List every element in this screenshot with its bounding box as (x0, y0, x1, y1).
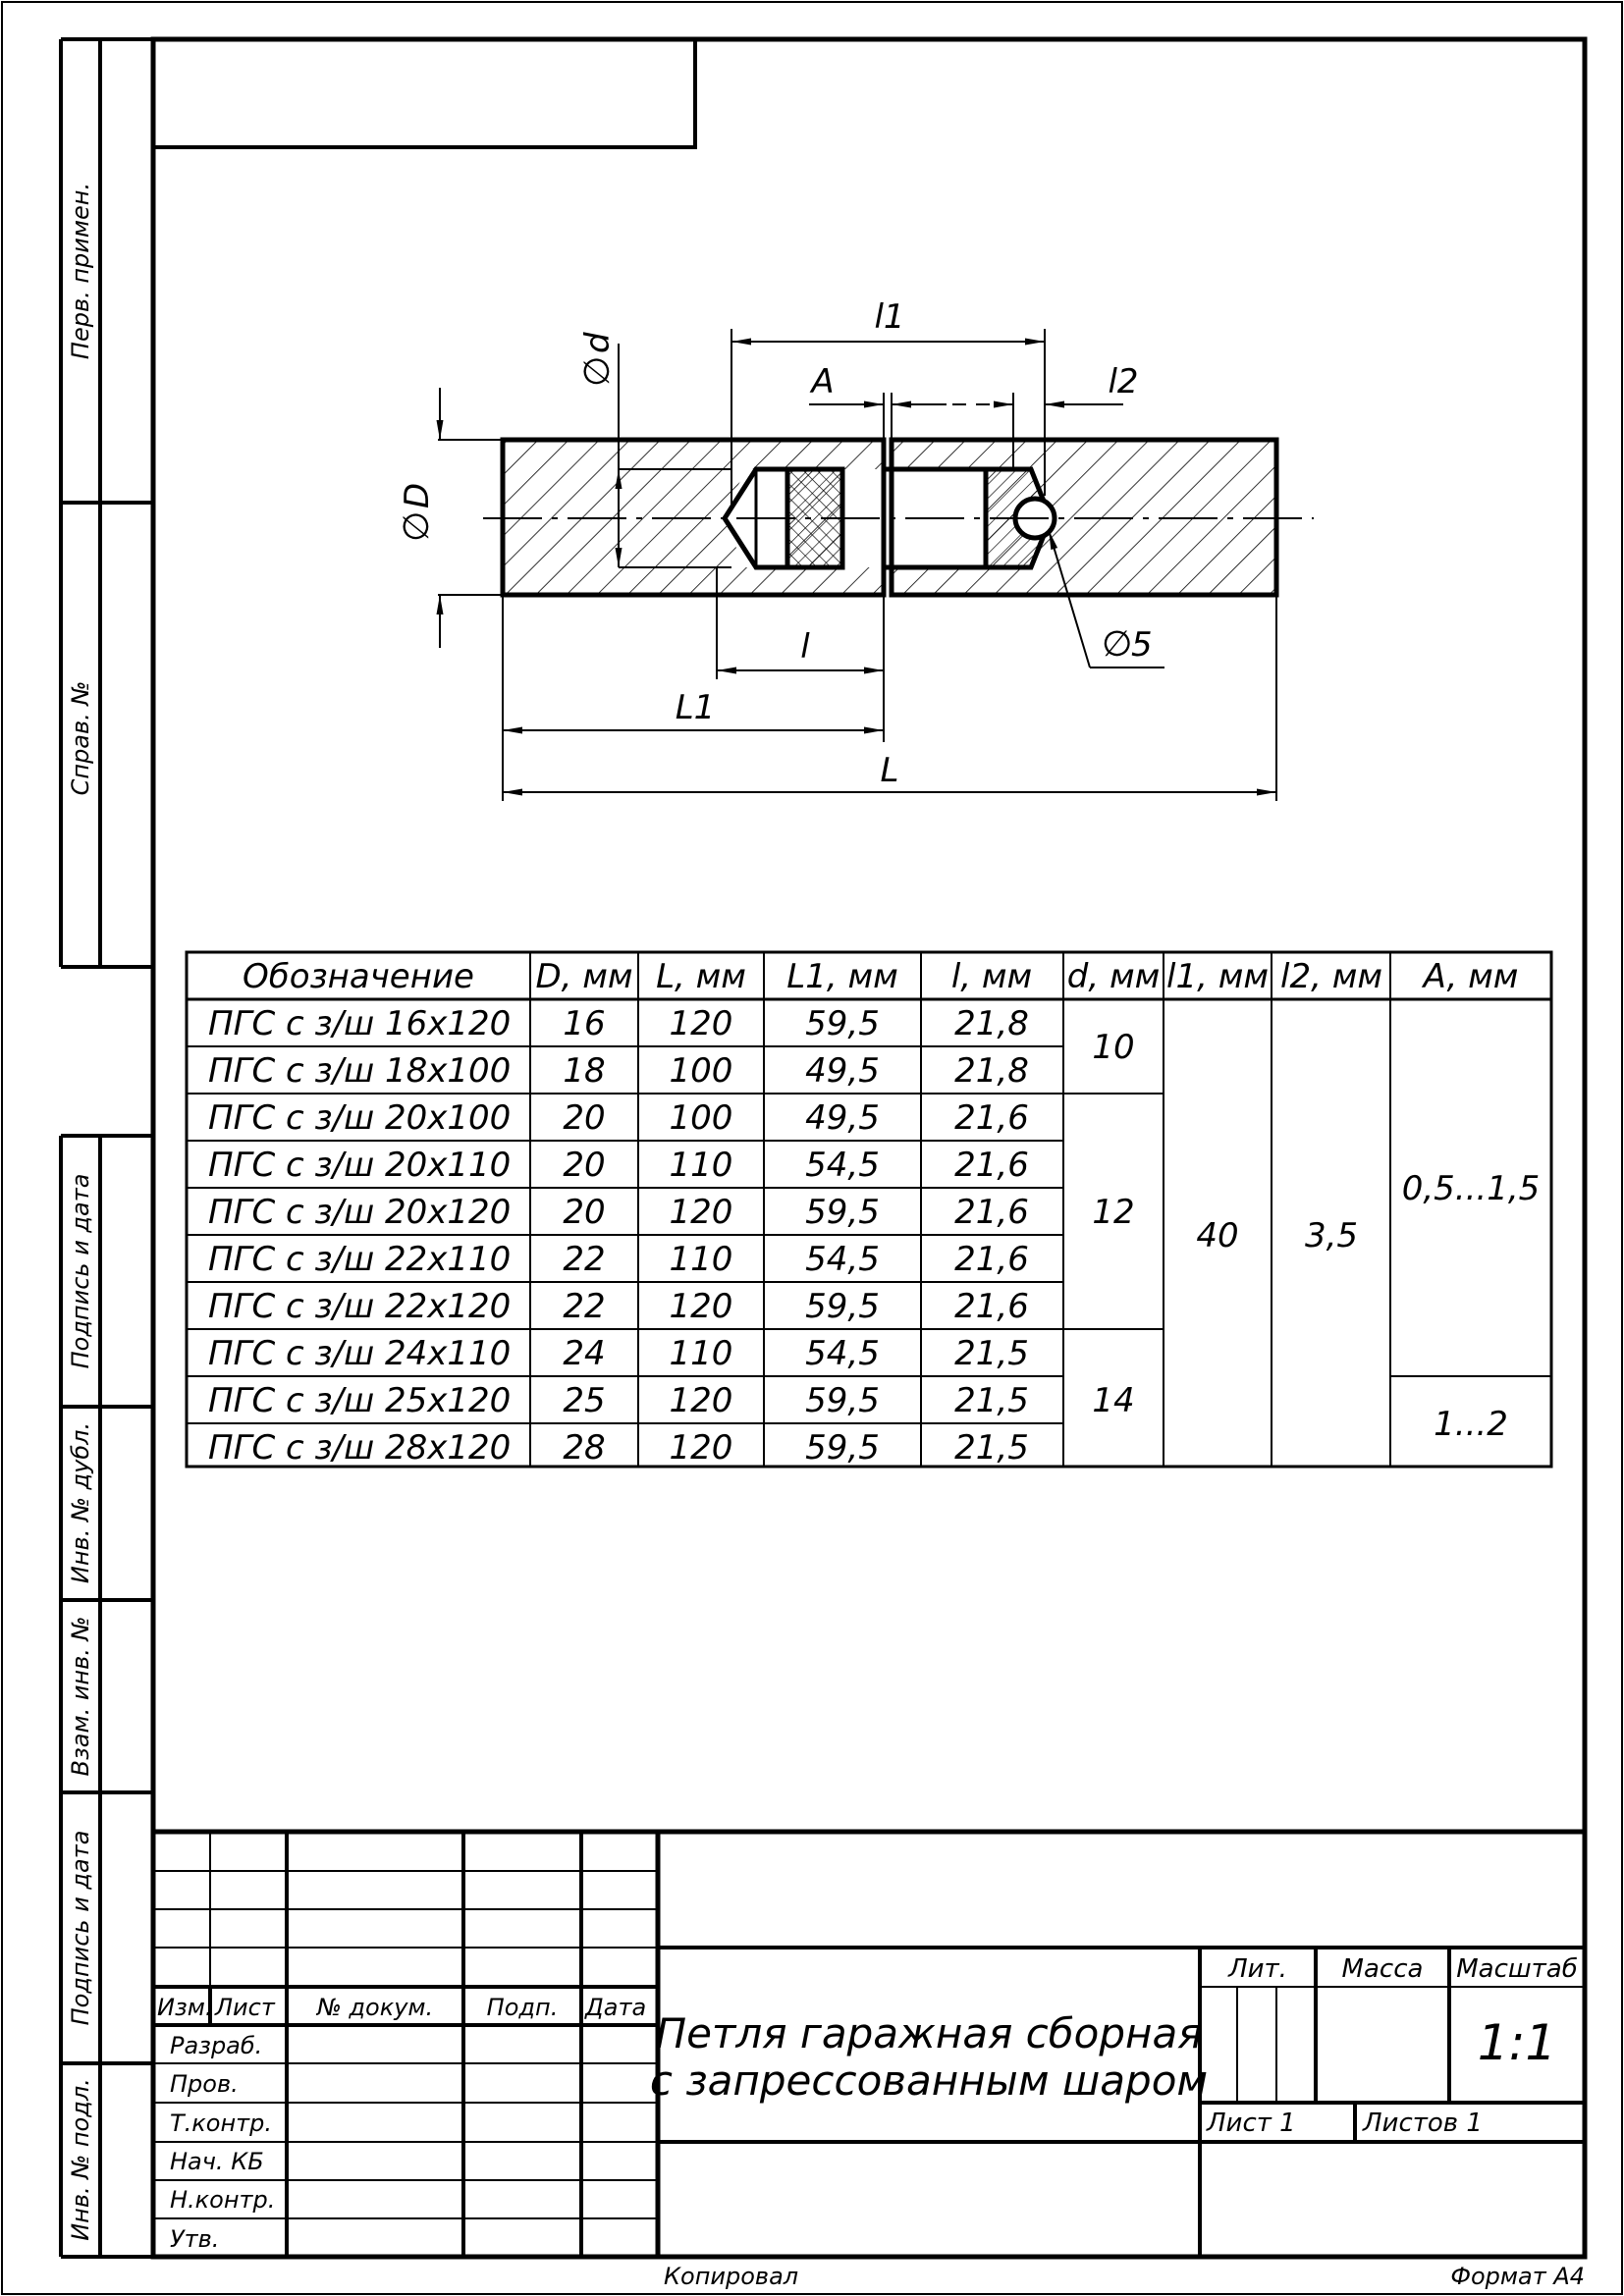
table-cell: 21,6 (954, 1098, 1029, 1138)
label-inv-dubl: Инв. № дубл. (67, 1421, 94, 1584)
table-cell: 59,5 (805, 1287, 880, 1326)
table-cell: 110 (669, 1334, 733, 1373)
label-sprav-no: Справ. № (67, 680, 94, 796)
tb-lit: Лит. (1228, 1954, 1287, 1984)
diameter-symbol-D: ∅ (397, 510, 437, 542)
table-cell: 110 (669, 1146, 733, 1185)
table-header-cell: Обозначение (243, 957, 474, 996)
tb-title-line2: с запрессованным шаром (649, 2056, 1209, 2105)
dim-label-ball: 5 (1131, 625, 1153, 665)
label-inv-podl: Инв. № подл. (67, 2078, 94, 2241)
tb-prov: Пров. (170, 2070, 239, 2098)
table-cell: 120 (669, 1193, 733, 1232)
table-cell: 59,5 (805, 1004, 880, 1043)
dim-label-l: l (800, 627, 810, 667)
label-vzam-inv: Взам. инв. № (67, 1616, 94, 1777)
table-cell: 21,5 (954, 1428, 1029, 1468)
dim-label-d: d (578, 332, 618, 353)
table-cell-d-group: 10 (1092, 1028, 1135, 1067)
dim-label-L1: L1 (675, 688, 716, 727)
table-cell: 25 (563, 1381, 606, 1420)
tb-utv: Утв. (170, 2225, 220, 2253)
dim-label-A: A (811, 362, 835, 401)
table-cell: 20 (563, 1146, 606, 1185)
table-cell-designation: ПГС с з/ш 24х110 (208, 1334, 512, 1373)
table-cell-designation: ПГС с з/ш 28х120 (208, 1428, 512, 1468)
table-cell: 21,6 (954, 1287, 1029, 1326)
table-cell-designation: ПГС с з/ш 20х100 (208, 1098, 512, 1138)
diameter-symbol-d: ∅ (577, 355, 618, 387)
tb-data: Дата (585, 1994, 647, 2021)
diameter-symbol-ball: ∅ (1102, 624, 1133, 665)
table-cell: 21,6 (954, 1193, 1029, 1232)
tb-nachkb: Нач. КБ (170, 2148, 264, 2175)
table-cell: 54,5 (805, 1240, 880, 1279)
label-podpis-data-2: Подпись и дата (67, 1830, 94, 2026)
table-cell: 21,8 (954, 1004, 1029, 1043)
table-header-cell: A, мм (1423, 957, 1519, 996)
table-cell-A-group: 0,5...1,5 (1401, 1169, 1541, 1208)
table-cell-designation: ПГС с з/ш 22х120 (208, 1287, 512, 1326)
table-cell-designation: ПГС с з/ш 25х120 (208, 1381, 512, 1420)
footer-kopiroval: Копировал (664, 2263, 799, 2290)
tb-massa: Масса (1341, 1954, 1424, 1984)
table-cell: 100 (669, 1098, 733, 1138)
tb-masshtab: Масштаб (1456, 1954, 1578, 1984)
table-header-cell: L, мм (656, 957, 746, 996)
table-cell: 18 (563, 1051, 606, 1091)
table-cell: 28 (563, 1428, 606, 1468)
table-cell-d-group: 12 (1092, 1193, 1135, 1232)
table-cell: 21,6 (954, 1240, 1029, 1279)
table-cell: 24 (563, 1334, 606, 1373)
table-header-cell: l2, мм (1280, 957, 1382, 996)
table-header-cell: l1, мм (1166, 957, 1269, 996)
dim-label-l2: l2 (1108, 362, 1139, 401)
table-cell: 49,5 (805, 1098, 880, 1138)
footer-format: Формат A4 (1450, 2263, 1585, 2290)
parameters-table (187, 952, 1551, 1468)
table-cell: 49,5 (805, 1051, 880, 1091)
tb-dokum: № докум. (316, 1994, 434, 2021)
dim-label-D: D (398, 482, 437, 508)
table-header-cell: l, мм (950, 957, 1033, 996)
tb-izm: Изм. (157, 1994, 213, 2021)
table-cell: 54,5 (805, 1146, 880, 1185)
table-cell-designation: ПГС с з/ш 20х110 (208, 1146, 512, 1185)
tb-sheet: Лист 1 (1207, 2109, 1296, 2138)
table-cell: 100 (669, 1051, 733, 1091)
table-cell: 120 (669, 1287, 733, 1326)
table-cell-d-group: 14 (1092, 1381, 1135, 1420)
table-cell: 22 (563, 1287, 606, 1326)
table-cell: 22 (563, 1240, 606, 1279)
tb-title-line1: Петля гаражная сборная (655, 2009, 1203, 2057)
table-cell: 59,5 (805, 1428, 880, 1468)
label-podpis-data-1: Подпись и дата (67, 1173, 94, 1369)
tb-scale: 1:1 (1477, 2014, 1557, 2071)
table-cell-designation: ПГС с з/ш 18х100 (208, 1051, 512, 1091)
table-cell: 59,5 (805, 1381, 880, 1420)
table-cell-l2: 3,5 (1304, 1216, 1359, 1255)
tb-razrab: Разраб. (170, 2032, 263, 2059)
table-header-cell: L1, мм (786, 957, 898, 996)
table-cell: 54,5 (805, 1334, 880, 1373)
tb-sheets: Листов 1 (1363, 2109, 1483, 2138)
tb-list: Лист (215, 1994, 275, 2021)
table-cell: 120 (669, 1428, 733, 1468)
table-cell: 110 (669, 1240, 733, 1279)
dim-label-l1: l1 (874, 297, 905, 337)
table-cell: 21,8 (954, 1051, 1029, 1091)
tb-tkontr: Т.контр. (170, 2109, 273, 2137)
label-perv-primen: Перв. примен. (67, 182, 94, 360)
table-cell: 20 (563, 1098, 606, 1138)
table-cell-designation: ПГС с з/ш 16х120 (208, 1004, 512, 1043)
table-cell-l1: 40 (1196, 1216, 1239, 1255)
tb-podp: Подп. (486, 1994, 559, 2021)
table-header-cell: D, мм (535, 957, 633, 996)
table-cell: 120 (669, 1004, 733, 1043)
table-cell: 21,6 (954, 1146, 1029, 1185)
table-cell: 21,5 (954, 1381, 1029, 1420)
table-cell: 21,5 (954, 1334, 1029, 1373)
table-cell-A-group: 1...2 (1434, 1405, 1508, 1444)
table-cell: 120 (669, 1381, 733, 1420)
footer (664, 2263, 1585, 2290)
table-header-cell: d, мм (1066, 957, 1161, 996)
dim-label-L: L (880, 751, 899, 790)
table-cell: 16 (563, 1004, 606, 1043)
table-cell: 20 (563, 1193, 606, 1232)
section-drawing (483, 440, 1314, 595)
table-cell-designation: ПГС с з/ш 22х110 (208, 1240, 512, 1279)
title-block (153, 1832, 1585, 2257)
tb-nkontr: Н.контр. (170, 2186, 276, 2214)
left-side-labels (67, 183, 94, 2241)
table-cell: 59,5 (805, 1193, 880, 1232)
table-cell-designation: ПГС с з/ш 20х120 (208, 1193, 512, 1232)
